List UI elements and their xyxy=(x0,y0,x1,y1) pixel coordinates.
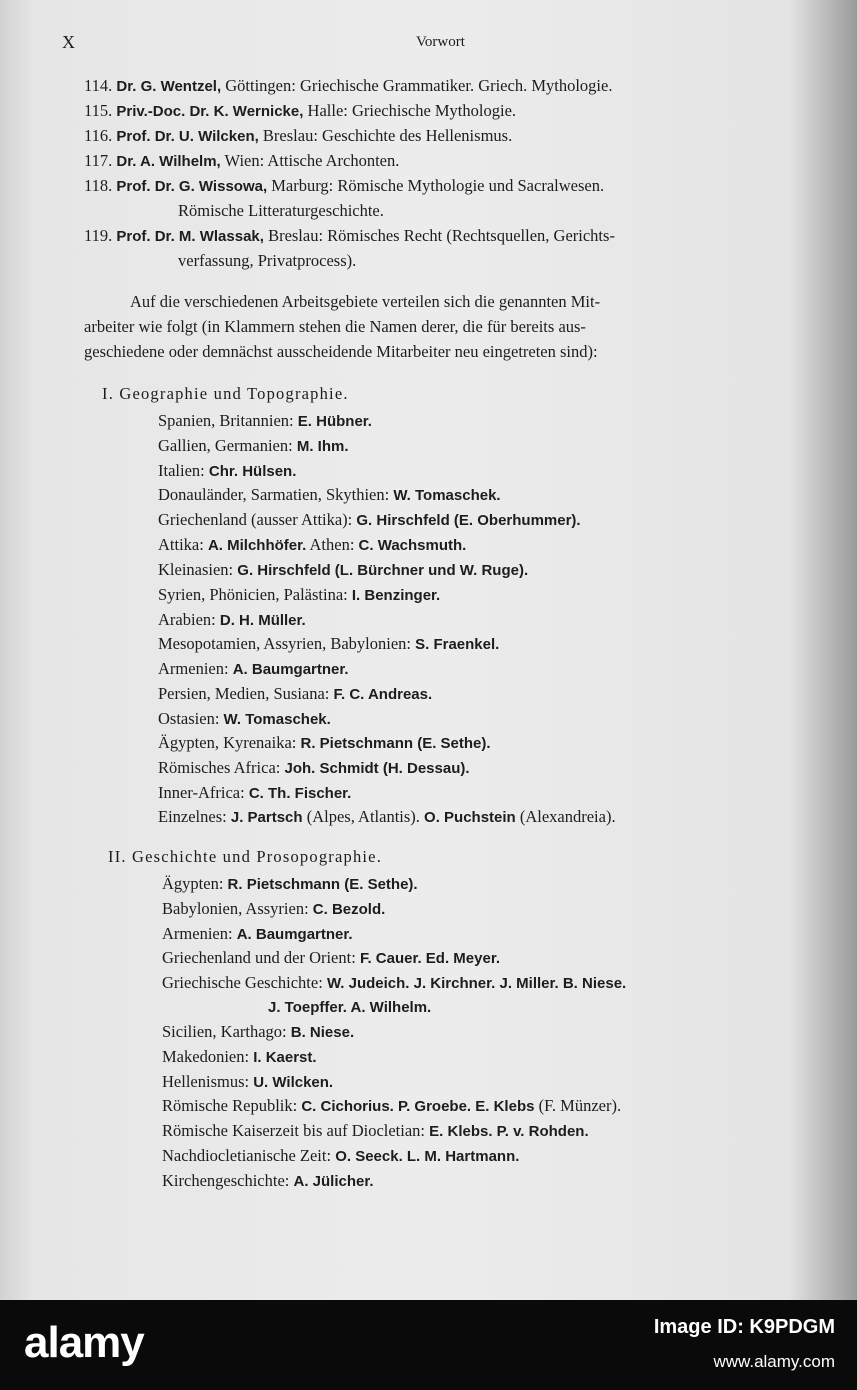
image-id: Image ID: K9PDGM xyxy=(653,1316,835,1338)
contributor-entry: 119. Prof. Dr. M. Wlassak, Breslau: Römisches Recht (Rechtsquellen, Gerichts- xyxy=(84,226,615,245)
page-number: X xyxy=(62,32,75,52)
contributor-entry-continuation: Römische Litteraturgeschichte. xyxy=(178,201,384,220)
contributor-entry: 116. Prof. Dr. U. Wilcken, Breslau: Geschichte des Hellenismus. xyxy=(84,126,513,145)
intro-line: geschiedene oder demnächst ausscheidende Mitarbeiter neu eingetreten sind): xyxy=(84,342,598,361)
contributor-entry: 114. Dr. G. Wentzel, Göttingen: Griechische Grammatiker. Griech. Mythologie. xyxy=(84,76,613,95)
watermark-url: www.alamy.com xyxy=(713,1352,835,1371)
intro-line: arbeiter wie folgt (in Klammern stehen die Namen derer, die für bereits aus- xyxy=(84,317,586,336)
contributor-entry-continuation: verfassung, Privatprocess). xyxy=(178,251,357,270)
contributor-entry: 118. Prof. Dr. G. Wissowa, Marburg: Römische Mythologie und Sacralwesen. xyxy=(84,176,605,195)
assignment-entry: Nachdiocletianische Zeit: O. Seeck. L. M. Hartmann. xyxy=(162,1146,520,1165)
assignment-entry: Römisches Africa: Joh. Schmidt (H. Dessau). xyxy=(158,758,470,777)
assignment-entry: Griechenland (ausser Attika): G. Hirschfeld (E. Oberhummer). xyxy=(158,510,581,529)
intro-line: Auf die verschiedenen Arbeitsgebiete verteilen sich die genannten Mit- xyxy=(130,292,601,311)
assignment-entry: Einzelnes: J. Partsch (Alpes, Atlantis). O. Puchstein (Alexandreia). xyxy=(158,807,616,826)
assignment-entry: Syrien, Phönicien, Palästina: I. Benzinger. xyxy=(158,585,441,604)
assignment-entry: Griechische Geschichte: W. Judeich. J. Kirchner. J. Miller. B. Niese. xyxy=(162,973,627,992)
assignment-entry: Römische Republik: C. Cichorius. P. Groebe. E. Klebs (F. Münzer). xyxy=(162,1096,622,1115)
assignment-entry: Ostasien: W. Tomaschek. xyxy=(158,709,331,728)
assignment-entry: Armenien: A. Baumgartner. xyxy=(162,924,353,943)
assignment-entry: Donauländer, Sarmatien, Skythien: W. Tomaschek. xyxy=(158,485,501,504)
assignment-entry: Inner-Africa: C. Th. Fischer. xyxy=(158,783,352,802)
contributor-entry: 115. Priv.-Doc. Dr. K. Wernicke, Halle: Griechische Mythologie. xyxy=(84,101,517,120)
assignment-entry: Kleinasien: G. Hirschfeld (L. Bürchner und W. Ruge). xyxy=(158,560,529,579)
page-title: Vorwort xyxy=(416,34,465,50)
assignment-entry: Griechenland und der Orient: F. Cauer. Ed. Meyer. xyxy=(162,948,500,967)
assignment-entry: Römische Kaiserzeit bis auf Diocletian: E. Klebs. P. v. Rohden. xyxy=(162,1121,589,1140)
assignment-entry: Attika: A. Milchhöfer. Athen: C. Wachsmuth. xyxy=(158,535,467,554)
assignment-entry: Sicilien, Karthago: B. Niese. xyxy=(162,1022,355,1041)
section-heading: II. Geschichte und Prosopographie. xyxy=(108,847,383,866)
assignment-entry: Italien: Chr. Hülsen. xyxy=(158,461,297,480)
assignment-entry: Babylonien, Assyrien: C. Bezold. xyxy=(162,899,386,918)
contributor-entry: 117. Dr. A. Wilhelm, Wien: Attische Archonten. xyxy=(84,151,400,170)
assignment-entry: Mesopotamien, Assyrien, Babylonien: S. Fraenkel. xyxy=(158,634,500,653)
assignment-entry-continuation: J. Toepffer. A. Wilhelm. xyxy=(268,999,432,1016)
assignment-entry: Spanien, Britannien: E. Hübner. xyxy=(158,411,372,430)
assignment-entry: Ägypten, Kyrenaika: R. Pietschmann (E. Sethe). xyxy=(158,733,491,752)
assignment-entry: Arabien: D. H. Müller. xyxy=(158,610,306,629)
section-heading: I. Geographie und Topographie. xyxy=(102,384,349,403)
watermark-banner xyxy=(0,1300,857,1390)
assignment-entry: Kirchengeschichte: A. Jülicher. xyxy=(162,1171,374,1190)
alamy-logo: alamy xyxy=(24,1318,144,1367)
assignment-entry: Armenien: A. Baumgartner. xyxy=(158,659,349,678)
assignment-entry: Persien, Medien, Susiana: F. C. Andreas. xyxy=(158,684,433,703)
assignment-entry: Ägypten: R. Pietschmann (E. Sethe). xyxy=(162,874,418,893)
assignment-entry: Hellenismus: U. Wilcken. xyxy=(162,1072,334,1091)
assignment-entry: Gallien, Germanien: M. Ihm. xyxy=(158,436,349,455)
assignment-entry: Makedonien: I. Kaerst. xyxy=(162,1047,317,1066)
